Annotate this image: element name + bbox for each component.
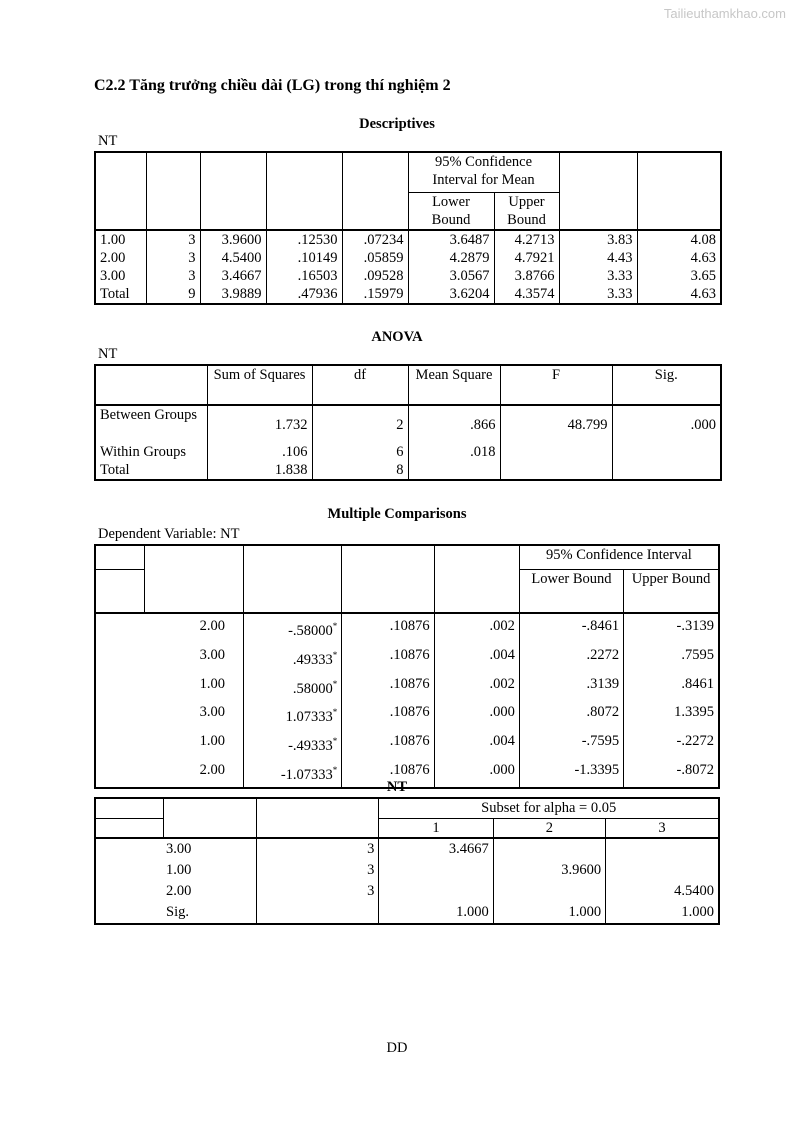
df-value: 6 [312, 443, 408, 461]
upper-bound-value: 3.8766 [494, 267, 559, 285]
multiple-title: Multiple Comparisons [327, 506, 467, 522]
max-value: 4.63 [637, 285, 721, 304]
se-value: .10876 [342, 672, 434, 701]
sig-value: .000 [612, 405, 721, 443]
subset-1-value: 1.000 [379, 902, 493, 924]
se-value: .10876 [342, 758, 434, 788]
lower-bound-value: 3.6487 [408, 230, 494, 249]
f-value [500, 443, 612, 461]
n-value: 3 [256, 860, 378, 881]
se-value: .15979 [342, 285, 408, 304]
significance-star: * [332, 707, 338, 718]
anova-variable: NT [98, 346, 118, 362]
ms-value [408, 461, 500, 480]
multiple-lower-header: Lower Bound [519, 569, 623, 613]
lower-bound-value: -.8461 [519, 613, 623, 643]
table-row [95, 672, 719, 701]
se-value: .07234 [342, 230, 408, 249]
mean-diff-value: .58000 [292, 680, 333, 697]
group-label: Sig. [95, 902, 256, 924]
group-label: 3.00 [95, 267, 146, 285]
group-label: Total [95, 285, 146, 304]
se-value: .09528 [342, 267, 408, 285]
subset-3-value [606, 860, 719, 881]
mean-diff-value: -1.07333 [280, 766, 333, 783]
se-value: .10876 [342, 643, 434, 672]
n-value: 3 [146, 230, 200, 249]
lower-bound-value: .2272 [519, 643, 623, 672]
subset-3-header: 3 [606, 818, 719, 838]
sig-value: .000 [434, 758, 519, 788]
upper-bound-value: 1.3395 [624, 700, 719, 729]
subset-2-header: 2 [493, 818, 605, 838]
n-value [256, 902, 378, 924]
significance-star: * [332, 621, 338, 631]
f-value: 48.799 [500, 405, 612, 443]
min-value: 3.83 [559, 230, 637, 249]
descriptives-title: Descriptives [359, 116, 435, 132]
n-value: 3 [146, 267, 200, 285]
anova-table [94, 364, 722, 481]
lower-bound-value: 3.0567 [408, 267, 494, 285]
sd-value: .10149 [266, 249, 342, 267]
subset-1-value: 3.4667 [379, 838, 493, 860]
multiple-ci-header: 95% Confidence Interval [519, 545, 719, 569]
group-label: 2.00 [95, 249, 146, 267]
sig-value [612, 461, 721, 480]
mean-value: 4.5400 [200, 249, 266, 267]
mean-diff-value: 1.07333 [285, 709, 333, 726]
significance-star: * [332, 736, 338, 747]
max-value: 4.08 [637, 230, 721, 249]
sig-value: .002 [434, 672, 519, 701]
table-row [95, 230, 721, 249]
sig-value: .004 [434, 729, 519, 758]
group-label: 2.00 [95, 881, 256, 902]
subset-2-value: 3.9600 [493, 860, 605, 881]
max-value: 3.65 [637, 267, 721, 285]
n-value: 3 [256, 838, 378, 860]
sd-value: .47936 [266, 285, 342, 304]
table-row [95, 881, 719, 902]
se-value: .05859 [342, 249, 408, 267]
compare-group: 1.00 [95, 729, 243, 758]
n-value: 3 [256, 881, 378, 902]
table-row [95, 285, 721, 304]
subset-header: Subset for alpha = 0.05 [379, 798, 719, 818]
min-value: 3.33 [559, 267, 637, 285]
ss-value: 1.732 [207, 405, 312, 443]
compare-group: 2.00 [95, 758, 243, 788]
row-label: Within Groups [95, 443, 207, 461]
table-row [95, 267, 721, 285]
compare-group: 3.00 [95, 700, 243, 729]
table-row [95, 461, 721, 480]
subset-1-value [379, 881, 493, 902]
lower-bound-value: .3139 [519, 672, 623, 701]
ss-value: .106 [207, 443, 312, 461]
upper-bound-value: 4.2713 [494, 230, 559, 249]
table-row [95, 729, 719, 758]
homogeneous-title: NT [386, 779, 408, 795]
anova-sig-header: Sig. [612, 365, 721, 405]
anova-title: ANOVA [371, 329, 423, 345]
upper-bound-value: -.2272 [624, 729, 719, 758]
descriptives-ci-header: 95% Confidence Interval for Mean [408, 152, 559, 192]
group-label: 3.00 [95, 838, 256, 860]
subset-3-value: 4.5400 [606, 881, 719, 902]
table-row [95, 643, 719, 672]
df-value: 2 [312, 405, 408, 443]
min-value: 4.43 [559, 249, 637, 267]
subset-1-header: 1 [379, 818, 493, 838]
subset-1-value [379, 860, 493, 881]
mean-value: 3.9600 [200, 230, 266, 249]
upper-bound-value: 4.3574 [494, 285, 559, 304]
group-label: 1.00 [95, 860, 256, 881]
upper-bound-value: .7595 [624, 643, 719, 672]
df-value: 8 [312, 461, 408, 480]
ss-value: 1.838 [207, 461, 312, 480]
row-label: Total [95, 461, 207, 480]
ms-value: .866 [408, 405, 500, 443]
n-value: 3 [146, 249, 200, 267]
lower-bound-value: -1.3395 [519, 758, 623, 788]
lower-bound-value: 3.6204 [408, 285, 494, 304]
significance-star: * [332, 765, 338, 776]
anova-df-header: df [312, 365, 408, 405]
descriptives-variable: NT [98, 133, 118, 149]
upper-bound-value: -.3139 [624, 613, 719, 643]
compare-group: 1.00 [95, 672, 243, 701]
table-row [95, 405, 721, 443]
sig-value: .002 [434, 613, 519, 643]
section-heading: C2.2 Tăng trưởng chiều dài (LG) trong thí nghiệm 2 [94, 77, 451, 94]
descriptives-upper-header: Upper Bound [494, 192, 559, 230]
subset-3-value: 1.000 [606, 902, 719, 924]
se-value: .10876 [342, 729, 434, 758]
upper-bound-value: 4.7921 [494, 249, 559, 267]
mean-value: 3.9889 [200, 285, 266, 304]
sd-value: .16503 [266, 267, 342, 285]
subset-2-value [493, 838, 605, 860]
lower-bound-value: 4.2879 [408, 249, 494, 267]
table-row [95, 838, 719, 860]
lower-bound-value: .8072 [519, 700, 623, 729]
multiple-upper-header: Upper Bound [624, 569, 719, 613]
subset-2-value [493, 881, 605, 902]
compare-group: 3.00 [95, 643, 243, 672]
anova-f-header: F [500, 365, 612, 405]
table-row [95, 613, 719, 643]
row-label: Between Groups [95, 405, 207, 443]
se-value: .10876 [342, 700, 434, 729]
se-value: .10876 [342, 613, 434, 643]
mean-value: 3.4667 [200, 267, 266, 285]
sig-value [612, 443, 721, 461]
descriptives-lower-header: Lower Bound [408, 192, 494, 230]
max-value: 4.63 [637, 249, 721, 267]
min-value: 3.33 [559, 285, 637, 304]
upper-bound-value: -.8072 [624, 758, 719, 788]
table-row [95, 443, 721, 461]
compare-group: 2.00 [95, 613, 243, 643]
mean-diff-value: .49333 [292, 651, 333, 668]
significance-star: * [332, 649, 338, 660]
group-label: 1.00 [95, 230, 146, 249]
multiple-table [94, 544, 720, 789]
table-row [95, 249, 721, 267]
homogeneous-table [94, 797, 720, 925]
sig-value: .004 [434, 643, 519, 672]
lower-bound-value: -.7595 [519, 729, 623, 758]
mean-diff-value: -.58000 [288, 622, 333, 639]
table-row [95, 902, 719, 924]
multiple-dependent: Dependent Variable: NT [98, 526, 240, 542]
upper-bound-value: .8461 [624, 672, 719, 701]
n-value: 9 [146, 285, 200, 304]
page-footer: DD [386, 1040, 408, 1056]
descriptives-table [94, 151, 722, 305]
subset-2-value: 1.000 [493, 902, 605, 924]
sig-value: .000 [434, 700, 519, 729]
mean-diff-value: -.49333 [288, 738, 333, 755]
sd-value: .12530 [266, 230, 342, 249]
subset-3-value [606, 838, 719, 860]
watermark: Tailieuthamkhao.com [663, 6, 786, 21]
ms-value: .018 [408, 443, 500, 461]
anova-ss-header: Sum of Squares [207, 365, 312, 405]
table-row [95, 860, 719, 881]
f-value [500, 461, 612, 480]
anova-ms-header: Mean Square [408, 365, 500, 405]
table-row [95, 700, 719, 729]
significance-star: * [332, 678, 338, 689]
